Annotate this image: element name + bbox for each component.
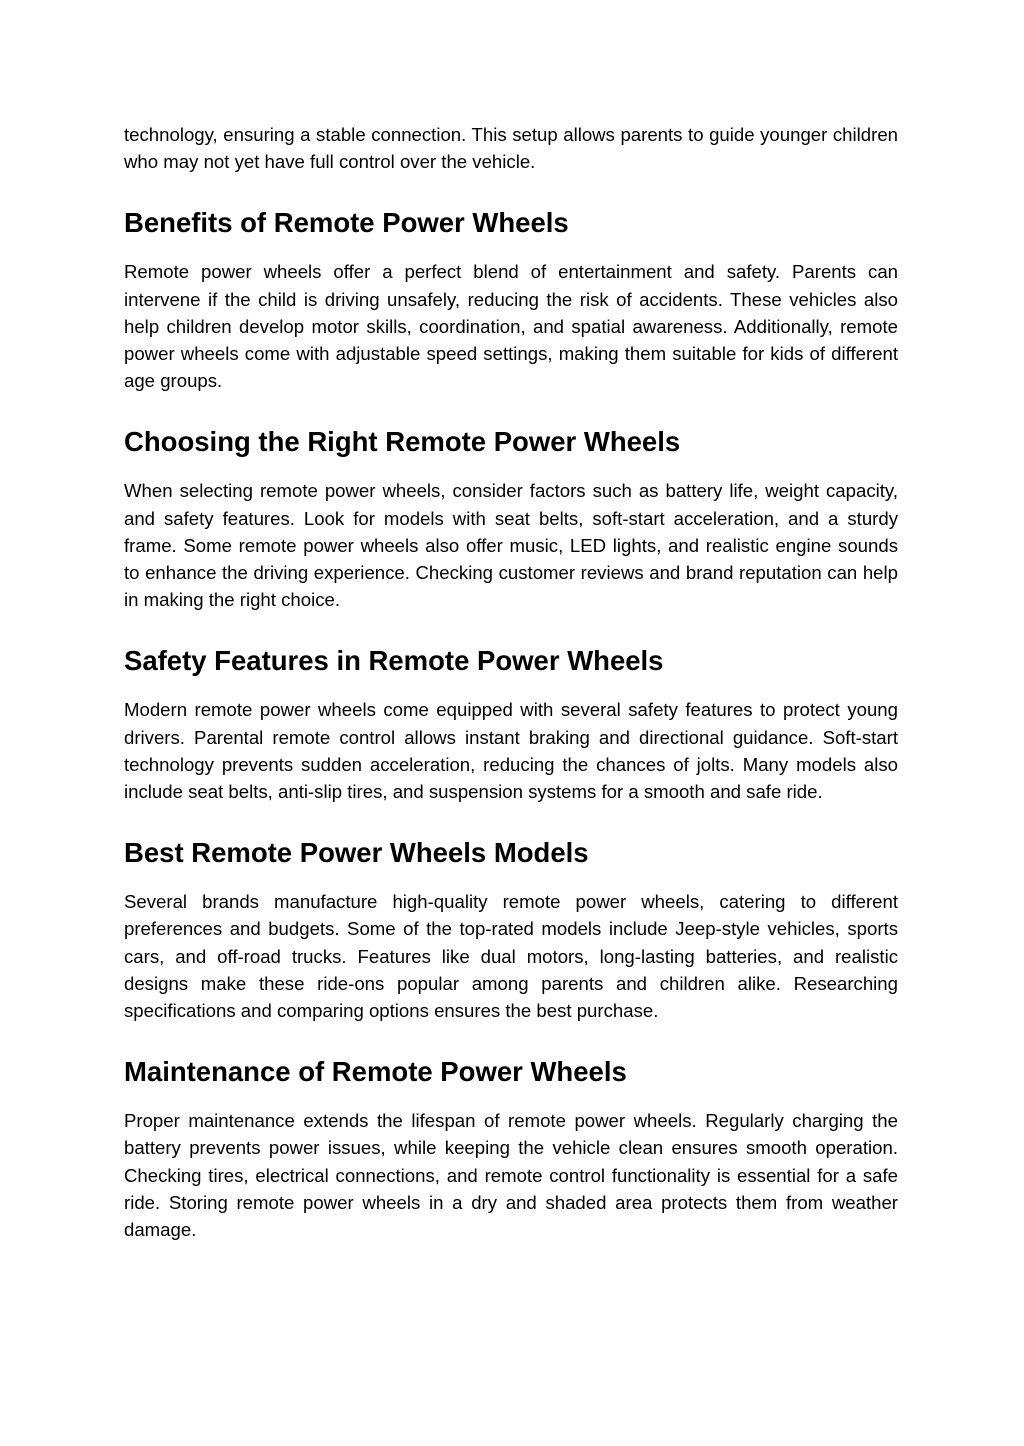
- intro-paragraph: technology, ensuring a stable connection. This setup allows parents to guide younger children who may not yet have full control over the vehicle.: [124, 124, 898, 173]
- section-paragraph-best-models: Several brands manufacture high-quality remote power wheels, catering to different preferences and budgets. Some of the top-rated models include Jeep-style vehicles, sports cars, and off-road trucks. Features like dual motors, long-lasting batteries, and realistic designs make these ride-ons popular among parents and children alike. Researching specifications and comparing options ensures the best purchase.: [124, 891, 898, 1022]
- section-heading-choosing: Choosing the Right Remote Power Wheels: [124, 426, 681, 458]
- section-paragraph-choosing: When selecting remote power wheels, consider factors such as battery life, weight capacity, and safety features. Look for models with seat belts, soft-start acceleration, and a sturdy frame. Some remote power wheels also offer music, LED lights, and realistic engine sounds to enhance the driving experience. Checking customer reviews and brand reputation can help in making the right choice.: [124, 480, 898, 611]
- section-paragraph-benefits: Remote power wheels offer a perfect blend of entertainment and safety. Parents can intervene if the child is driving unsafely, reducing the risk of accidents. These vehicles also help children develop motor skills, coordination, and spatial awareness. Additionally, remote power wheels come with adjustable speed settings, making them suitable for kids of different age groups.: [124, 261, 898, 392]
- section-paragraph-maintenance: Proper maintenance extends the lifespan of remote power wheels. Regularly charging the battery prevents power issues, while keeping the vehicle clean ensures smooth operation. Checking tires, electrical connections, and remote control functionality is essential for a safe ride. Storing remote power wheels in a dry and shaded area protects them from weather damage.: [124, 1110, 898, 1241]
- section-heading-best-models: Best Remote Power Wheels Models: [124, 837, 589, 869]
- section-heading-maintenance: Maintenance of Remote Power Wheels: [124, 1056, 627, 1088]
- section-heading-benefits: Benefits of Remote Power Wheels: [124, 207, 569, 239]
- section-heading-safety: Safety Features in Remote Power Wheels: [124, 645, 664, 677]
- document-page: [124, 121, 898, 1243]
- section-paragraph-safety: Modern remote power wheels come equipped with several safety features to protect young drivers. Parental remote control allows instant braking and directional guidance. Soft-start technology prevents sudden acceleration, reducing the chances of jolts. Many models also include seat belts, anti-slip tires, and suspension systems for a smooth and safe ride.: [124, 699, 898, 803]
